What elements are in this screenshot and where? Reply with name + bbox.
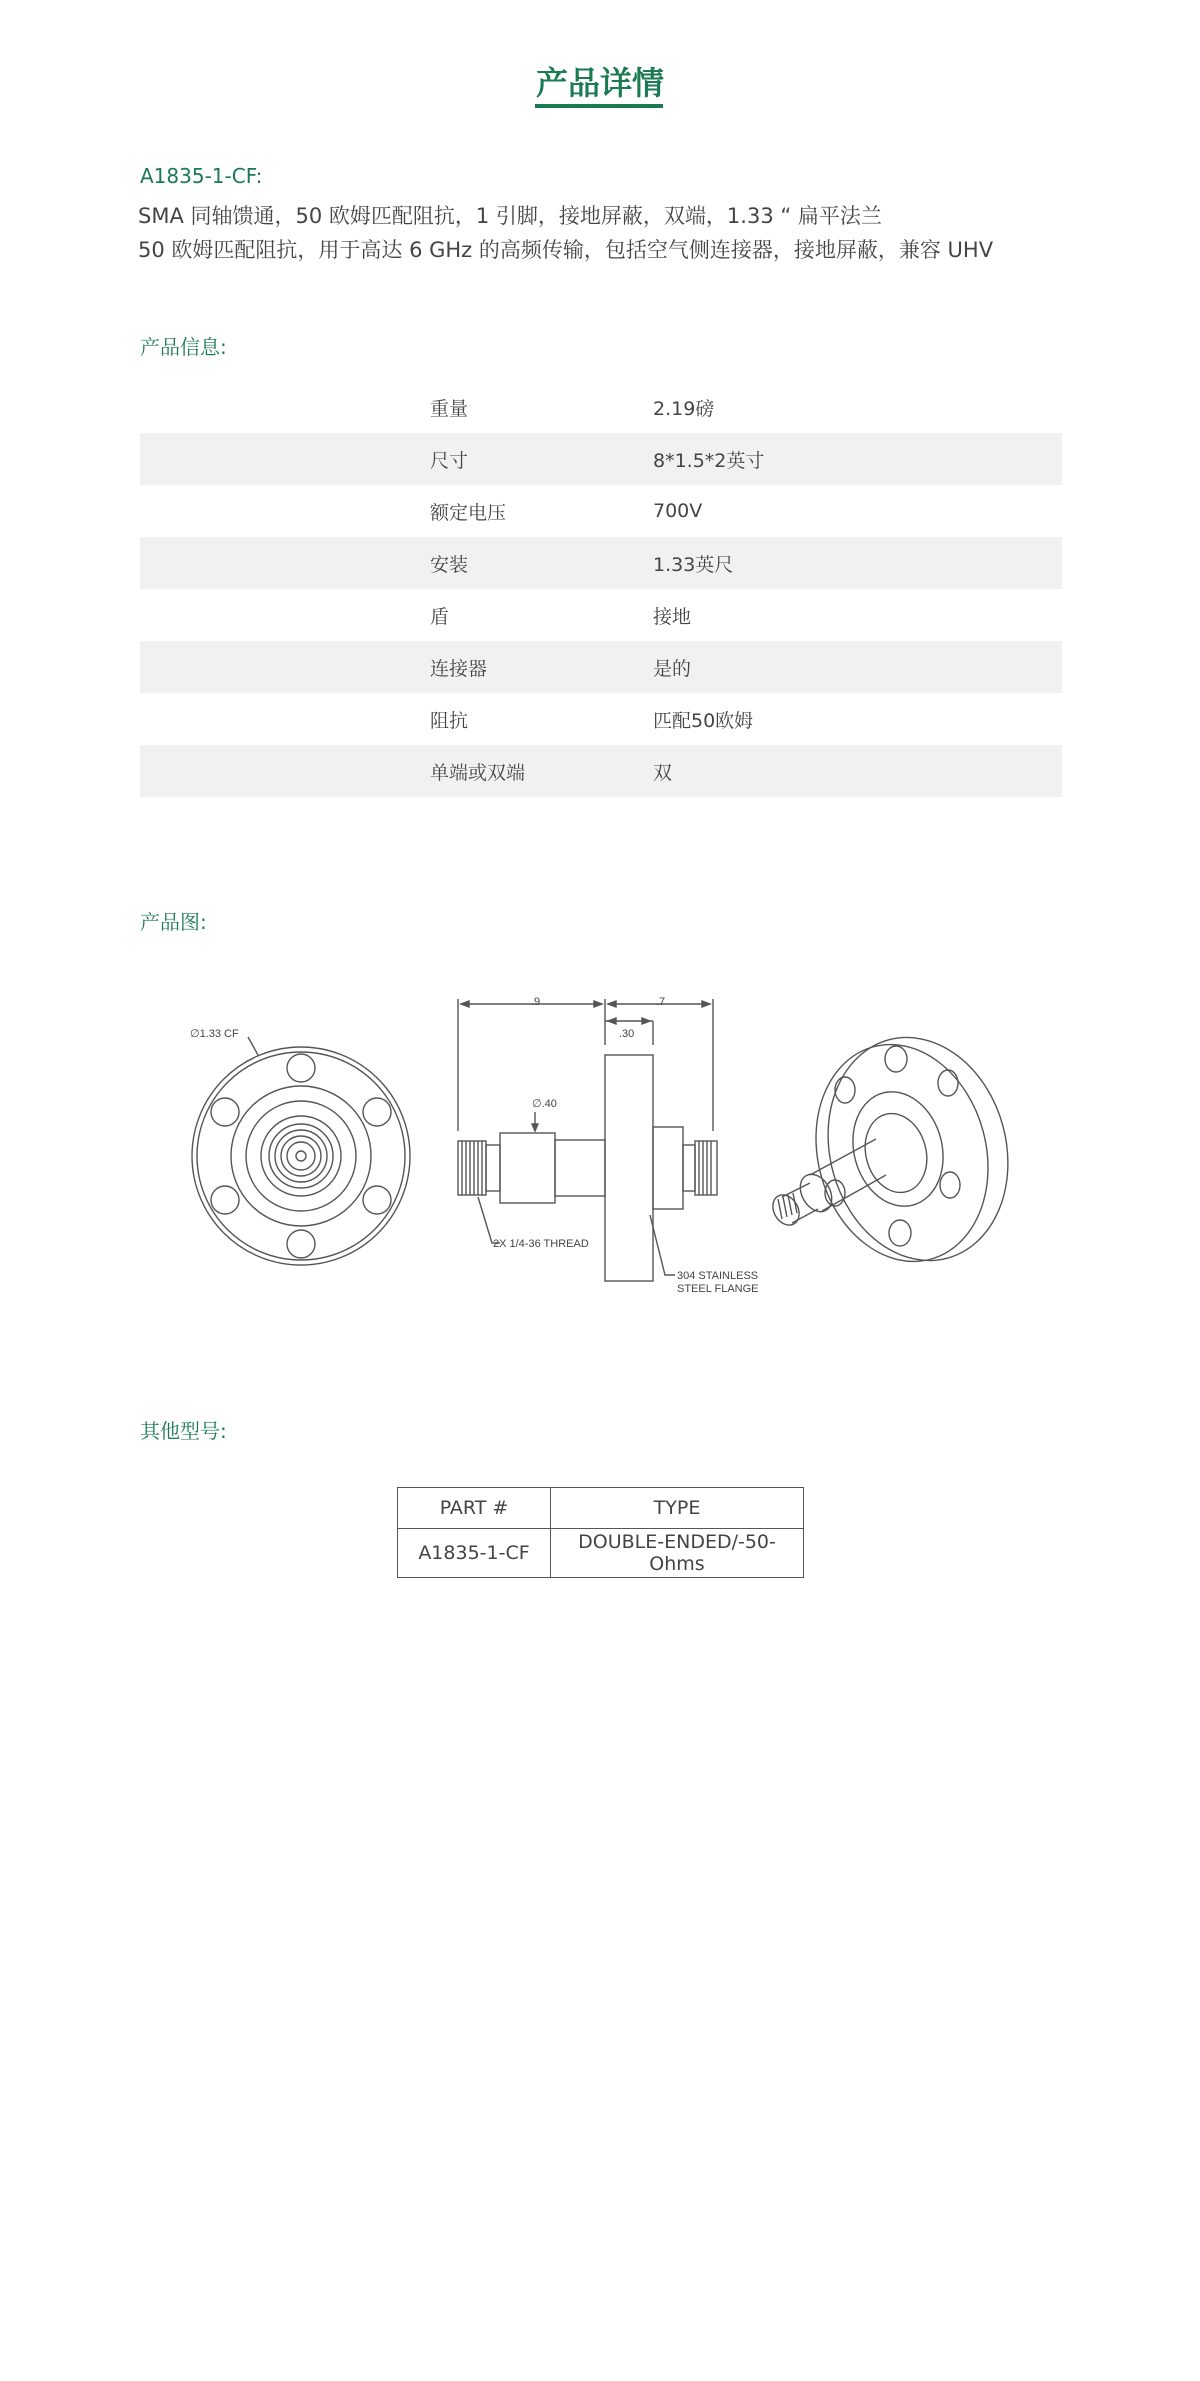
flange-diameter-note: ∅1.33 CF [190, 1028, 239, 1040]
part-number-cell: A1835-1-CF [398, 1529, 551, 1578]
flange-material-note-1: 304 STAINLESS [677, 1270, 759, 1282]
spec-key: 连接器 [430, 657, 488, 680]
other-models-table [397, 1487, 804, 1578]
spec-key: 尺寸 [430, 449, 469, 472]
column-header-part: PART # [398, 1488, 551, 1529]
spec-table [140, 381, 1062, 797]
spec-row-impedance [140, 693, 1062, 745]
flange-front-view [192, 1037, 410, 1265]
type-cell: DOUBLE-ENDED/-50-Ohms [551, 1529, 804, 1578]
model-label: A1835-1-CF: [140, 164, 263, 188]
dimension-left: .9 [531, 996, 541, 1008]
spec-row-size [140, 433, 1062, 485]
spec-row-connector [140, 641, 1062, 693]
product-info-label: 产品信息: [140, 335, 227, 359]
thread-note: 2X 1/4-36 THREAD [493, 1238, 589, 1250]
flange-material-note-2: STEEL FLANGE [677, 1283, 759, 1295]
spec-key: 盾 [430, 605, 450, 628]
table-header-row [398, 1488, 804, 1529]
dimension-flange-thickness: .30 [619, 1028, 635, 1040]
spec-key: 重量 [430, 397, 469, 420]
description-line-2: 50 欧姆匹配阻抗，用于高达 6 GHz 的高频传输，包括空气侧连接器，接地屏蔽，兼容 UHV [138, 238, 994, 262]
spec-row-weight [140, 381, 1062, 433]
spec-key: 阻抗 [430, 709, 469, 732]
title-underline [535, 104, 663, 108]
table-row [398, 1529, 804, 1578]
spec-key: 单端或双端 [430, 761, 526, 784]
spec-key: 额定电压 [430, 501, 507, 524]
spec-row-shield [140, 589, 1062, 641]
spec-row-voltage [140, 485, 1062, 537]
spec-key: 安装 [430, 553, 469, 576]
spec-value: 700V [653, 500, 703, 522]
spec-value: 8*1.5*2英寸 [653, 449, 765, 472]
spec-value: 2.19磅 [653, 397, 715, 420]
product-technical-drawing [170, 975, 1030, 1305]
spec-value: 匹配50欧姆 [653, 709, 754, 732]
spec-row-ends [140, 745, 1062, 797]
spec-value: 1.33英尺 [653, 553, 734, 576]
spec-value: 是的 [653, 657, 692, 680]
dimension-body-diameter: ∅.40 [532, 1098, 557, 1110]
spec-value: 接地 [653, 605, 692, 628]
page-title: 产品详情 [535, 64, 664, 102]
column-header-type: TYPE [551, 1488, 804, 1529]
dimension-right: .7 [656, 996, 666, 1008]
spec-row-mounting [140, 537, 1062, 589]
spec-value: 双 [653, 761, 673, 784]
feedthrough-isometric-view [768, 1017, 1030, 1281]
other-models-label: 其他型号: [140, 1419, 227, 1443]
product-drawing-label: 产品图: [140, 910, 207, 934]
description-line-1: SMA 同轴馈通，50 欧姆匹配阻抗，1 引脚，接地屏蔽，双端，1.33 “ 扁平法兰 [138, 204, 882, 228]
